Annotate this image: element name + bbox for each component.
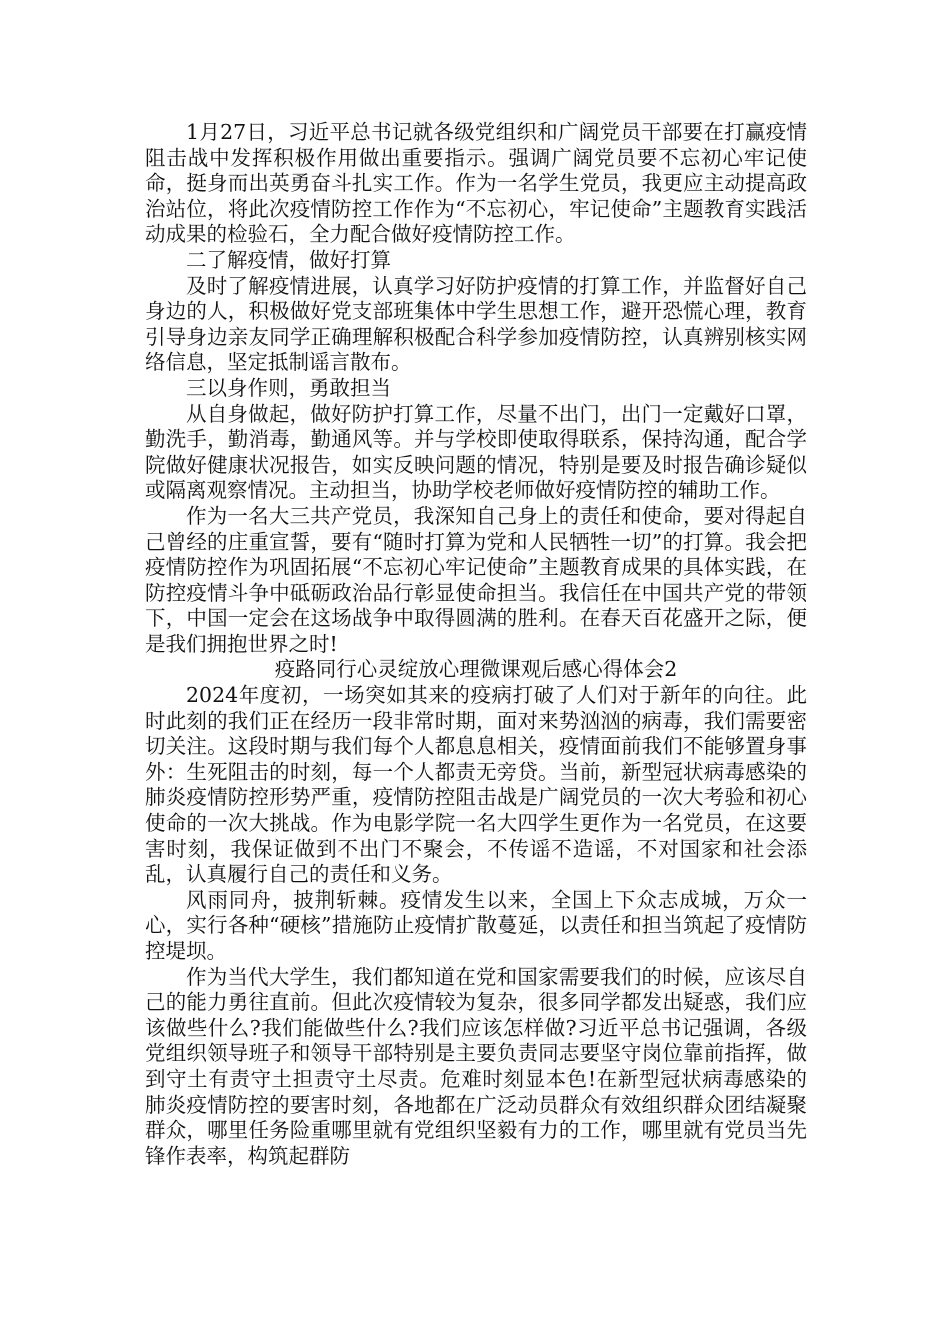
paragraph-lead-by-example: 从自身做起，做好防护打算工作，尽量不出门，出门一定戴好口罩，勤洗手，勤消毒，勤通风等。并与学校即使取得联系，保持沟通，配合学院做好健康状况报告，如实反映问题的情况，特别是要及时报告确诊疑似或隔离观察情况。主动担当，协助学校老师做好疫情防控的辅助工作。 bbox=[145, 401, 807, 503]
heading-understand-epidemic: 二了解疫情，做好打算 bbox=[186, 247, 391, 272]
paragraph-college-students: 作为当代大学生，我们都知道在党和国家需要我们的时候，应该尽自己的能力勇往直前。但此次疫情较为复杂，很多同学都发出疑惑，我们应该做些什么?我们能做些什么?我们应该怎样做?习近平总书记强调，各级党组织领导班子和领导干部特别是主要负责同志要坚守岗位靠前指挥，做到守土有责守土担责守土尽责。危难时刻显本色!在新型冠状病毒感染的肺炎疫情防控的要害时刻，各地都在广泛动员群众有效组织群众团结凝聚群众，哪里任务险重哪里就有党组织坚毅有力的工作，哪里就有党员当先锋作表率，构筑起群防 bbox=[145, 964, 807, 1168]
paragraph-together: 风雨同舟，披荆斩棘。疫情发生以来，全国上下众志成城，万众一心，实行各种“硬核”措施防止疫情扩散蔓延，以责任和担当筑起了疫情防控堤坝。 bbox=[145, 887, 807, 963]
heading-lead-by-example: 三以身作则，勇敢担当 bbox=[186, 375, 391, 400]
article-title-2: 疫路同行心灵绽放心理微课观后感心得体会2 bbox=[274, 657, 678, 682]
document-page bbox=[145, 120, 807, 1169]
paragraph-year-start: 2024年度初，一场突如其来的疫病打破了人们对于新年的向往。此时此刻的我们正在经历一段非常时期，面对来势汹汹的病毒，我们需要密切关注。这段时期与我们每个人都息息相关，疫情面前我们不能够置身事外：生死阻击的时刻，每一个人都责无旁贷。当前，新型冠状病毒感染的肺炎疫情防控形势严重，疫情防控阻击战是广阔党员的一次大考验和初心使命的一次大挑战。作为电影学院一名大四学生更作为一名党员，在这要害时刻，我保证做到不出门不聚会，不传谣不造谣，不对国家和社会添乱，认真履行自己的责任和义务。 bbox=[145, 683, 807, 887]
paragraph-party-member-duty: 作为一名大三共产党员，我深知自己身上的责任和使命，要对得起自己曾经的庄重宣誓，要有“随时打算为党和人民牺牲一切”的打算。我会把疫情防控作为巩固拓展“不忘初心牢记使命”主题教育成果的具体实践，在防控疫情斗争中砥砺政治品行彰显使命担当。我信任在中国共产党的带领下，中国一定会在这场战争中取得圆满的胜利。在春天百花盛开之际，便是我们拥抱世界之时! bbox=[145, 503, 807, 656]
paragraph-understand-epidemic: 及时了解疫情进展，认真学习好防护疫情的打算工作，并监督好自己身边的人，积极做好党支部班集体中学生思想工作，避开恐慌心理，教育引导身边亲友同学正确理解积极配合科学参加疫情防控，认真辨别核实网络信息，坚定抵制谣言散布。 bbox=[145, 273, 807, 375]
paragraph-instructions: 1月27日，习近平总书记就各级党组织和广阔党员干部要在打赢疫情阻击战中发挥积极作用做出重要指示。强调广阔党员要不忘初心牢记使命，挺身而出英勇奋斗扎实工作。作为一名学生党员，我更应主动提高政治站位，将此次疫情防控工作作为“不忘初心，牢记使命”主题教育实践活动成果的检验石，全力配合做好疫情防控工作。 bbox=[145, 120, 807, 247]
